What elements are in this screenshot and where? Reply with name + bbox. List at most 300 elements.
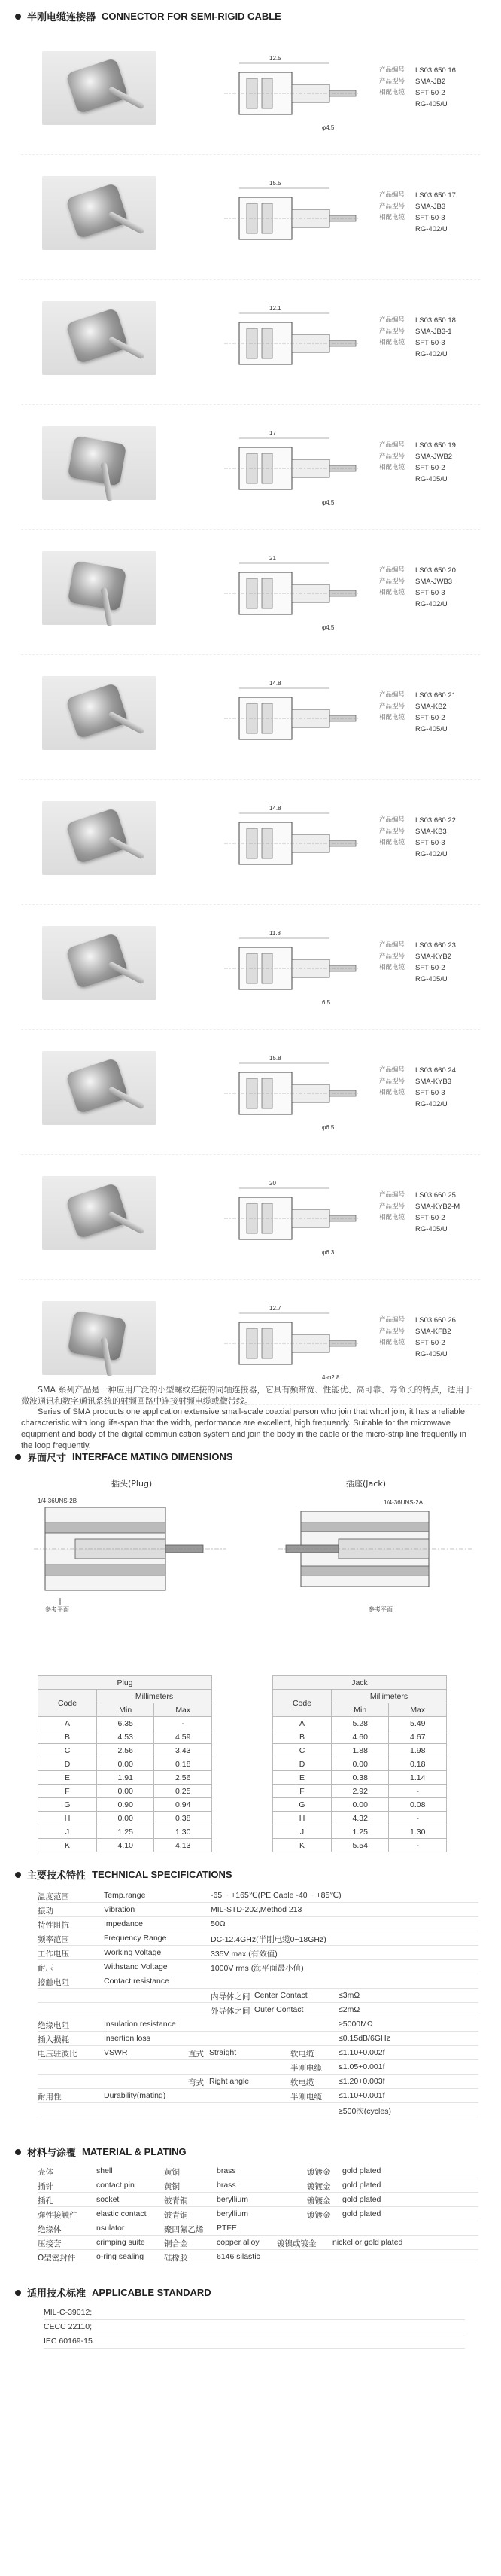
spec-label: 产品型号 (379, 703, 405, 710)
cable-value: SFT-50-3 (415, 339, 445, 347)
spec-label: 相配电缆 (379, 1339, 405, 1346)
cable-line (379, 337, 456, 349)
product-drawing (209, 1176, 360, 1259)
spec-name-en: Durability(mating) (104, 2091, 166, 2100)
cable-value: RG-405/U (415, 1350, 448, 1358)
table-cell: K (38, 1839, 97, 1852)
cable-line (379, 87, 456, 99)
table-row (273, 1730, 447, 1744)
spec-cable-kind: 软电缆 (290, 2078, 314, 2087)
table-row (273, 1798, 447, 1812)
spec-label: 相配电缆 (379, 839, 405, 846)
tech-title-cn: 主要技术特性 (27, 1870, 87, 1882)
spec-label: 相配电缆 (379, 589, 405, 596)
product-spec (379, 190, 456, 235)
spec-label: 产品编号 (379, 1316, 405, 1324)
table-row (38, 1825, 212, 1839)
cable-value: SFT-50-2 (415, 964, 445, 972)
spec-label: 产品型号 (379, 578, 405, 585)
material-title (15, 2145, 187, 2159)
product-drawing (209, 176, 360, 259)
part-name-en: contact pin (96, 2181, 135, 2190)
part-name-en: crimping suite (96, 2238, 145, 2247)
model-number: SMA-JB3-1 (415, 328, 452, 336)
model-number: SMA-KB3 (415, 828, 447, 836)
spec-label: 产品型号 (379, 828, 405, 835)
part-name-cn: 壳体 (38, 2168, 53, 2177)
plug-dimension-table (38, 1675, 212, 1852)
cable-line (379, 962, 456, 974)
standard-item: CECC 22110; (44, 2320, 465, 2334)
cable-value: RG-402/U (415, 850, 448, 858)
plating-en: gold plated (342, 2181, 381, 2190)
cable-line (379, 212, 456, 224)
table-cell: C (273, 1744, 332, 1757)
column-header: Min (97, 1703, 154, 1717)
cable-line (379, 712, 456, 724)
plating-cn: 镀镀金 (307, 2211, 331, 2220)
part-number: LS03.650.18 (415, 316, 456, 325)
spec-value: ≤1.20+0.003f (339, 2077, 385, 2086)
cable-value: RG-405/U (415, 100, 448, 108)
table-cell: 0.08 (389, 1798, 447, 1812)
product-drawing (209, 426, 360, 509)
spec-cable-kind: 软电缆 (290, 2050, 314, 2059)
table-row (273, 1744, 447, 1757)
column-header: Code (38, 1690, 97, 1717)
cable-line (379, 99, 456, 110)
table-row (38, 1730, 212, 1744)
table-row (273, 1771, 447, 1785)
cable-value: SFT-50-3 (415, 589, 445, 597)
product-drawing (209, 1301, 360, 1384)
connector-body-icon (68, 1310, 127, 1361)
plating-en: gold plated (342, 2166, 381, 2175)
spec-label: 产品型号 (379, 953, 405, 960)
spec-sub-cn: 直式 (188, 2050, 204, 2059)
dimension-label: 12.1 (269, 305, 281, 312)
table-cell: 5.28 (332, 1717, 389, 1730)
spec-name-en: Temp.range (104, 1891, 146, 1900)
table-row (273, 1717, 447, 1730)
cable-line (379, 599, 456, 610)
table-cell: 4.59 (154, 1730, 212, 1744)
part-number: LS03.650.16 (415, 66, 456, 75)
cable-line (379, 974, 456, 985)
table-cell: 0.94 (154, 1798, 212, 1812)
spec-row (38, 1889, 478, 1903)
standard-title-en: APPLICABLE STANDARD (92, 2287, 211, 2298)
title-en: CONNECTOR FOR SEMI-RIGID CABLE (102, 11, 281, 22)
table-cell: H (273, 1812, 332, 1825)
interface-title-cn: 界面尺寸 (27, 1453, 67, 1464)
standard-item: IEC 60169-15. (44, 2334, 465, 2349)
table-cell: - (389, 1785, 447, 1798)
cable-value: SFT-50-3 (415, 839, 445, 847)
column-header: Max (154, 1703, 212, 1717)
connector-body-icon (65, 1058, 129, 1114)
spec-row (38, 1946, 478, 1960)
spec-row (38, 2017, 478, 2032)
material-en: brass (217, 2166, 236, 2175)
spec-name-en: VSWR (104, 2048, 128, 2057)
spec-sub-cn: 外导体之间 (211, 2007, 250, 2016)
cable-line (379, 462, 456, 474)
standard-item: MIL-C-39012; (44, 2306, 465, 2320)
spec-label: 相配电缆 (379, 964, 405, 971)
part-number: LS03.650.20 (415, 566, 456, 575)
spec-label: 相配电缆 (379, 339, 405, 346)
part-number: LS03.660.25 (415, 1191, 456, 1200)
table-cell: 1.88 (332, 1744, 389, 1757)
spec-value: ≤2mΩ (339, 2005, 360, 2014)
material-cn: 聚四氟乙烯 (164, 2225, 204, 2234)
table-cell: D (273, 1757, 332, 1771)
dimension-label: 12.5 (269, 55, 281, 62)
cable-value: RG-405/U (415, 725, 448, 733)
table-cell: 1.14 (389, 1771, 447, 1785)
table-cell: 4.13 (154, 1839, 212, 1852)
tech-title (15, 1867, 232, 1882)
standard-list (44, 2306, 465, 2349)
table-cell: 0.00 (97, 1812, 154, 1825)
dimension-label: φ4.5 (322, 499, 335, 506)
spec-label: 产品型号 (379, 203, 405, 210)
table-cell: G (273, 1798, 332, 1812)
bullet-icon (15, 1454, 21, 1460)
table-row (273, 1839, 447, 1852)
product-spec (379, 440, 456, 485)
cable-value: RG-405/U (415, 1225, 448, 1233)
column-header: Code (273, 1690, 332, 1717)
product-photo (42, 926, 156, 1000)
product-photo (42, 301, 156, 375)
table-cell: 0.00 (332, 1757, 389, 1771)
dimension-label: φ4.5 (322, 624, 335, 631)
table-cell: 1.30 (154, 1825, 212, 1839)
model-number: SMA-KYB3 (415, 1078, 452, 1086)
table-row (38, 1812, 212, 1825)
cable-value: RG-402/U (415, 1100, 448, 1108)
spec-sub-cn: 内导体之间 (211, 1992, 250, 2001)
cable-value: SFT-50-2 (415, 1339, 445, 1347)
spec-name-en: Impedance (104, 1919, 143, 1928)
product-spec (379, 1065, 456, 1110)
spec-name-cn: 插入损耗 (38, 2035, 69, 2044)
spec-value: -65 ~ +165℃(PE Cable -40 ~ +85℃) (211, 1891, 342, 1900)
table-cell: 0.90 (97, 1798, 154, 1812)
table-cell: 2.56 (154, 1771, 212, 1785)
description-cn: SMA 系列产品是一种应用广泛的小型螺纹连接的同轴连接器，它具有频带宽、性能优、高可靠、寿命长的特点，适用于微波通讯和数字通讯系统的射频回路中连接射频电缆或微带线。 (21, 1385, 472, 1406)
spec-label: 产品编号 (379, 941, 405, 949)
bullet-icon (15, 2149, 21, 2155)
material-en: PTFE (217, 2224, 237, 2233)
material-cn: 硅橡胶 (164, 2254, 188, 2263)
spec-label: 产品型号 (379, 1328, 405, 1335)
table-cell: 4.32 (332, 1812, 389, 1825)
cable-value: SFT-50-3 (415, 214, 445, 222)
spec-name-en: Working Voltage (104, 1948, 162, 1957)
spec-row (38, 2060, 478, 2075)
cable-line (379, 1349, 456, 1360)
spec-value: DC-12.4GHz(半刚电缆0~18GHz) (211, 1935, 326, 1944)
model-number: SMA-JWB2 (415, 453, 453, 461)
product-row (21, 405, 480, 530)
cable-value: SFT-50-2 (415, 89, 445, 97)
spec-label: 产品编号 (379, 191, 405, 199)
spec-cable-kind: 半刚电缆 (290, 2093, 322, 2102)
product-photo (42, 51, 156, 125)
cable-line (379, 837, 456, 849)
product-photo (42, 801, 156, 875)
plug-label: 插头(Plug) (111, 1479, 153, 1489)
dimension-label: 21 (269, 555, 276, 562)
table-cell: 3.43 (154, 1744, 212, 1757)
plating-en: gold plated (342, 2195, 381, 2204)
part-name-en: shell (96, 2166, 113, 2175)
page-title (15, 9, 281, 23)
plating-cn: 镀镀金 (307, 2182, 331, 2191)
spec-name-cn: 工作电压 (38, 1950, 69, 1959)
cable-value: RG-402/U (415, 600, 448, 608)
spec-label: 产品型号 (379, 453, 405, 460)
product-row (21, 1030, 480, 1155)
bullet-icon (15, 1872, 21, 1878)
spec-label: 产品编号 (379, 1066, 405, 1074)
product-photo (42, 551, 156, 625)
spec-sub-en: Center Contact (254, 1991, 308, 2000)
material-cn: 黄铜 (164, 2182, 180, 2191)
product-row (21, 30, 480, 155)
material-title-en: MATERIAL & PLATING (82, 2146, 187, 2157)
spec-name-cn: 绝缘电阻 (38, 2021, 69, 2030)
material-cn: 铍青铜 (164, 2196, 188, 2206)
cable-line (379, 724, 456, 735)
dimension-label: 4-φ2.8 (322, 1374, 340, 1381)
model-number: SMA-KYB2 (415, 953, 452, 961)
spec-value: ≤0.15dB/6GHz (339, 2034, 390, 2043)
connector-body-icon (65, 308, 129, 364)
table-cell: 1.30 (389, 1825, 447, 1839)
table-cell: 5.54 (332, 1839, 389, 1852)
table-cell: 2.92 (332, 1785, 389, 1798)
spec-label: 产品型号 (379, 1078, 405, 1085)
spec-row (38, 1903, 478, 1917)
model-number: SMA-JWB3 (415, 578, 453, 586)
bullet-icon (15, 2290, 21, 2296)
part-name-cn: 绝缘体 (38, 2225, 62, 2234)
dimension-label: 15.8 (269, 1055, 281, 1062)
spec-name-cn: 电压驻波比 (38, 2050, 77, 2059)
part-name-cn: 插孔 (38, 2196, 53, 2206)
spec-value: ≤1.10+0.002f (339, 2048, 385, 2057)
table-title: Plug (38, 1676, 212, 1690)
spec-label: 相配电缆 (379, 89, 405, 96)
spec-name-cn: 振动 (38, 1907, 53, 1916)
table-cell: - (389, 1812, 447, 1825)
spec-row (38, 1989, 478, 2003)
spec-row (38, 1917, 478, 1931)
cable-value: SFT-50-2 (415, 464, 445, 472)
model-number: SMA-JB3 (415, 203, 446, 211)
table-cell: C (38, 1744, 97, 1757)
model-number: SMA-KB2 (415, 703, 447, 711)
spec-label: 产品编号 (379, 566, 405, 574)
spec-name-cn: 特性阻抗 (38, 1921, 69, 1930)
part-number: LS03.660.21 (415, 691, 456, 700)
cable-line (379, 1087, 456, 1099)
table-cell: H (38, 1812, 97, 1825)
table-cell: J (38, 1825, 97, 1839)
product-row (21, 655, 480, 780)
cable-line (379, 349, 456, 360)
spec-name-cn: 耐用性 (38, 2093, 62, 2102)
table-cell: E (273, 1771, 332, 1785)
spec-value: 335V max (有效值) (211, 1950, 278, 1959)
spec-sub-en: Right angle (209, 2077, 250, 2086)
tech-spec-table (38, 1889, 478, 2117)
material-row (38, 2207, 478, 2221)
cable-value: RG-405/U (415, 475, 448, 483)
part-number: LS03.660.23 (415, 941, 456, 950)
part-name-en: nsulator (96, 2224, 125, 2233)
part-name-cn: 插针 (38, 2182, 53, 2191)
spec-name-cn: 接触电阻 (38, 1978, 69, 1987)
product-row (21, 530, 480, 655)
product-spec (379, 1315, 456, 1360)
unit-header: Millimeters (97, 1690, 212, 1703)
product-row (21, 905, 480, 1030)
product-row (21, 780, 480, 905)
part-name-cn: 压接套 (38, 2239, 62, 2248)
table-cell: 1.91 (97, 1771, 154, 1785)
part-name-en: socket (96, 2195, 120, 2204)
part-number: LS03.660.26 (415, 1316, 456, 1325)
part-number: LS03.660.22 (415, 816, 456, 825)
spec-cable-kind: 半刚电缆 (290, 2064, 322, 2073)
spec-value: ≤1.10+0.001f (339, 2091, 385, 2100)
dimension-label: 20 (269, 1180, 276, 1187)
standard-title-cn: 适用技术标准 (27, 2288, 87, 2300)
table-cell: 2.56 (97, 1744, 154, 1757)
table-row (273, 1812, 447, 1825)
table-row (273, 1757, 447, 1771)
part-number: LS03.660.24 (415, 1066, 456, 1075)
part-name-en: elastic contact (96, 2209, 147, 2218)
spec-value: MIL-STD-202,Method 213 (211, 1905, 302, 1914)
title-cn: 半刚电缆连接器 (27, 12, 96, 23)
spec-label: 产品编号 (379, 441, 405, 449)
dimension-label: 14.8 (269, 680, 281, 687)
spec-value: 1000V rms (海平面最小值) (211, 1964, 304, 1973)
spec-row (38, 2003, 478, 2017)
part-name-en: o-ring sealing (96, 2252, 144, 2261)
spec-name-cn: 温度范围 (38, 1892, 69, 1901)
table-cell: B (38, 1730, 97, 1744)
part-name-cn: O型密封件 (38, 2254, 76, 2263)
table-cell: G (38, 1798, 97, 1812)
plug-interface-drawing (30, 1492, 233, 1617)
table-cell: 0.18 (389, 1757, 447, 1771)
cable-value: RG-402/U (415, 350, 448, 358)
connector-body-icon (68, 560, 127, 611)
plug-thread-label: 1/4-36UNS-2B (38, 1498, 77, 1504)
dimension-label: φ6.5 (322, 1124, 335, 1131)
product-photo (42, 426, 156, 500)
model-number: SMA-JB2 (415, 78, 446, 86)
product-drawing (209, 926, 360, 1009)
spec-label: 产品编号 (379, 316, 405, 324)
table-cell: 0.25 (154, 1785, 212, 1798)
connector-body-icon (65, 683, 129, 739)
product-drawing (209, 676, 360, 759)
material-row (38, 2164, 478, 2178)
column-header: Max (389, 1703, 447, 1717)
spec-sub-cn: 弯式 (188, 2078, 204, 2087)
model-number: SMA-KFB2 (415, 1328, 451, 1336)
cable-value: SFT-50-2 (415, 1214, 445, 1222)
material-en: copper alloy (217, 2238, 260, 2247)
spec-label: 产品型号 (379, 328, 405, 335)
model-number: SMA-KYB2-M (415, 1203, 460, 1211)
connector-body-icon (65, 58, 129, 114)
jack-thread-label: 1/4-36UNS-2A (384, 1499, 424, 1506)
material-row (38, 2193, 478, 2207)
interface-title-en: INTERFACE MATING DIMENSIONS (72, 1451, 233, 1462)
cable-line (379, 1099, 456, 1110)
plug-ref-plane-label: 参考平面 (45, 1606, 69, 1613)
material-row (38, 2221, 478, 2236)
table-cell: K (273, 1839, 332, 1852)
product-row (21, 155, 480, 280)
dimension-label: 6.5 (322, 999, 331, 1006)
spec-label: 产品编号 (379, 66, 405, 74)
material-cn: 铜合金 (164, 2239, 188, 2248)
spec-label: 产品型号 (379, 1203, 405, 1210)
connector-body-icon (65, 1183, 129, 1239)
dimension-label: φ4.5 (322, 124, 335, 131)
connector-body-icon (68, 435, 127, 486)
jack-ref-plane-label: 参考平面 (369, 1606, 393, 1613)
spec-name-cn: 频率范围 (38, 1935, 69, 1944)
spec-row (38, 1960, 478, 1974)
table-cell: 1.98 (389, 1744, 447, 1757)
cable-line (379, 1212, 460, 1224)
unit-header: Millimeters (332, 1690, 447, 1703)
product-row (21, 1155, 480, 1280)
product-photo (42, 1051, 156, 1125)
table-row (273, 1825, 447, 1839)
table-row (38, 1839, 212, 1852)
table-row (38, 1785, 212, 1798)
table-cell: 0.00 (97, 1757, 154, 1771)
table-cell: 1.25 (332, 1825, 389, 1839)
description (21, 1384, 480, 1452)
spec-name-cn: 耐压 (38, 1964, 53, 1973)
material-row (38, 2250, 478, 2264)
spec-row (38, 1931, 478, 1946)
spec-label: 相配电缆 (379, 1089, 405, 1096)
spec-name-en: Withstand Voltage (104, 1962, 168, 1971)
spec-label: 相配电缆 (379, 464, 405, 471)
product-drawing (209, 1051, 360, 1134)
material-table (38, 2164, 478, 2264)
table-cell: 0.38 (332, 1771, 389, 1785)
cable-line (379, 224, 456, 235)
product-drawing (209, 301, 360, 384)
table-cell: 4.67 (389, 1730, 447, 1744)
material-cn: 黄铜 (164, 2168, 180, 2177)
